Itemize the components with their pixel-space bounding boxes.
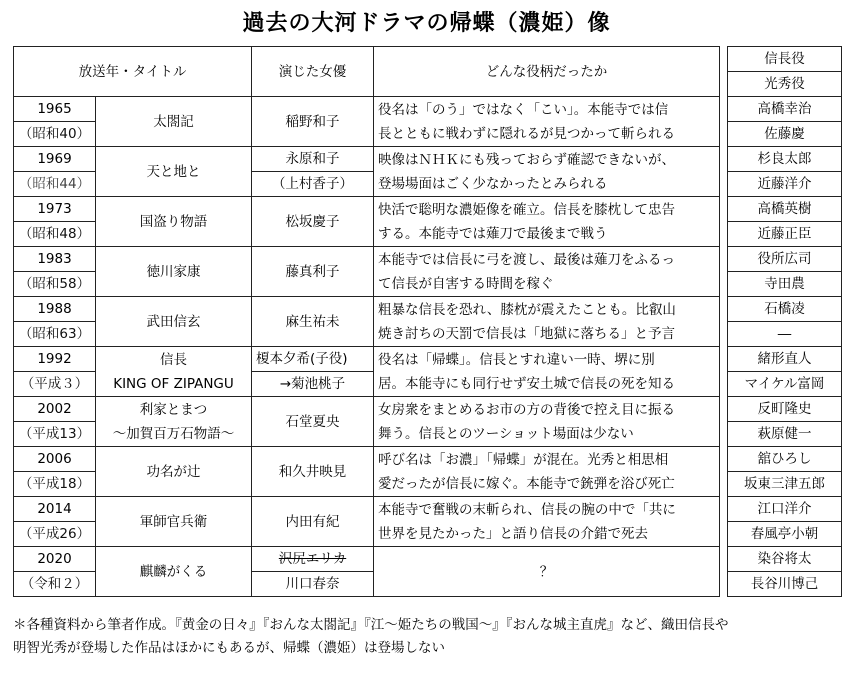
role-description-cell <box>374 497 720 547</box>
year-cell: 2014 <box>14 497 96 522</box>
role-description-line: 愛だったが信長に嫁ぐ。本能寺で銃弾を浴び死亡 <box>378 475 675 492</box>
drama-title: 軍師官兵衛 <box>139 513 208 530</box>
era-cell: （昭和63） <box>14 322 96 347</box>
actress-cell: 稲野和子 <box>252 97 374 147</box>
era-cell: （昭和48） <box>14 222 96 247</box>
taiga-drama-table <box>13 46 842 597</box>
mitsuhide-actor-cell: 春風亭小朝 <box>728 522 842 547</box>
role-description-line: 舞う。信長とのツーショット場面は少ない <box>378 425 634 442</box>
role-description-cell <box>374 347 720 397</box>
role-description-line: 女房衆をまとめるお市の方の背後で控え目に振る <box>378 401 676 418</box>
year-cell: 1973 <box>14 197 96 222</box>
actress-cell: 沢尻エリカ <box>252 547 374 572</box>
footnote-line-2: 明智光秀が登場した作品はほかにもあるが、帰蝶（濃姫）は登場しない <box>13 640 445 656</box>
year-cell: 1983 <box>14 247 96 272</box>
drama-title-cell <box>96 497 252 547</box>
year-cell: 1969 <box>14 147 96 172</box>
drama-title-cell <box>96 97 252 147</box>
role-description-line: 粗暴な信長を恐れ、膝枕が震えたことも。比叡山 <box>378 301 676 318</box>
table-row <box>14 397 842 422</box>
mitsuhide-actor-cell: ― <box>728 322 842 347</box>
header-role: どんな役柄だったか <box>374 47 720 97</box>
role-description-line: 役名は「のう」ではなく「こい」。本能寺では信 <box>378 101 669 118</box>
mitsuhide-actor-cell: 近藤正臣 <box>728 222 842 247</box>
table-row <box>14 447 842 472</box>
drama-title: 麒麟がくる <box>139 563 208 580</box>
mitsuhide-actor-cell: 近藤洋介 <box>728 172 842 197</box>
drama-title: 太閤記 <box>153 113 194 130</box>
table-row <box>14 247 842 272</box>
actress-cell: 石堂夏央 <box>252 397 374 447</box>
table-row <box>14 197 842 222</box>
actress-cell-secondary: →菊池桃子 <box>252 372 374 397</box>
table-row <box>14 347 842 372</box>
drama-subtitle: KING OF ZIPANGU <box>113 375 234 392</box>
nobunaga-actor-cell: 緒形直人 <box>728 347 842 372</box>
table-row <box>14 97 842 122</box>
drama-title: 功名が辻 <box>146 463 201 480</box>
era-cell: （平成18） <box>14 472 96 497</box>
mitsuhide-actor-cell: 萩原健一 <box>728 422 842 447</box>
table-row <box>14 147 842 172</box>
role-description-line: 本能寺では信長に弓を渡し、最後は薙刀をふるっ <box>378 251 676 268</box>
header-mitsuhide: 光秀役 <box>728 72 842 97</box>
header-actress: 演じた女優 <box>252 47 374 97</box>
table-row <box>14 497 842 522</box>
era-cell: （平成３） <box>14 372 96 397</box>
role-description-cell <box>374 97 720 147</box>
role-description-cell <box>374 447 720 497</box>
actress-cell: 榎本夕希(子役) <box>252 347 374 372</box>
header-row <box>14 47 842 72</box>
actress-cell: 和久井映見 <box>252 447 374 497</box>
mitsuhide-actor-cell: 寺田農 <box>728 272 842 297</box>
footnote <box>13 614 843 660</box>
nobunaga-actor-cell: 江口洋介 <box>728 497 842 522</box>
nobunaga-actor-cell: 石橋凌 <box>728 297 842 322</box>
role-description-line: 快活で聡明な濃姫像を確立。信長を膝枕して忠告 <box>378 201 676 218</box>
role-description-line: 呼び名は「お濃」「帰蝶」が混在。光秀と相思相 <box>378 451 669 468</box>
role-description-line: 本能寺で奮戦の末斬られ、信長の腕の中で「共に <box>378 501 676 518</box>
role-description-cell <box>374 197 720 247</box>
drama-title: 武田信玄 <box>146 313 201 330</box>
mitsuhide-actor-cell: 長谷川博己 <box>728 572 842 597</box>
actress-cell: 麻生祐未 <box>252 297 374 347</box>
role-description-line: する。本能寺では薙刀で最後まで戦う <box>378 225 608 242</box>
role-description-line: 映像はＮＨＫにも残っておらず確認できないが、 <box>378 151 676 168</box>
nobunaga-actor-cell: 杉良太郎 <box>728 147 842 172</box>
actress-cell-secondary: （上村香子） <box>252 172 374 197</box>
role-description-cell <box>374 547 720 597</box>
nobunaga-actor-cell: 反町隆史 <box>728 397 842 422</box>
drama-title-cell <box>96 397 252 447</box>
page-title: 過去の大河ドラマの帰蝶（濃姫）像 <box>242 11 611 36</box>
actress-cell: 藤真利子 <box>252 247 374 297</box>
drama-title: 利家とまつ <box>139 401 208 418</box>
drama-title-cell <box>96 297 252 347</box>
nobunaga-actor-cell: 染谷将太 <box>728 547 842 572</box>
role-description-line: 長とともに戦わずに隠れるが見つかって斬られる <box>378 125 676 142</box>
role-description-line: ？ <box>539 563 554 580</box>
era-cell: （昭和58） <box>14 272 96 297</box>
year-cell: 1992 <box>14 347 96 372</box>
drama-title: 徳川家康 <box>146 263 201 280</box>
header-nobunaga: 信長役 <box>728 47 842 72</box>
role-description-cell <box>374 397 720 447</box>
actress-cell: 内田有紀 <box>252 497 374 547</box>
drama-title: 信長 <box>160 351 187 368</box>
mitsuhide-actor-cell: マイケル富岡 <box>728 372 842 397</box>
nobunaga-actor-cell: 高橋幸治 <box>728 97 842 122</box>
role-description-line: 焼き討ちの天罰で信長は「地獄に落ちる」と予言 <box>378 325 676 342</box>
role-description-cell <box>374 147 720 197</box>
era-cell: （令和２） <box>14 572 96 597</box>
drama-subtitle: ～加賀百万石物語～ <box>112 425 235 442</box>
drama-title-cell <box>96 247 252 297</box>
year-cell: 2020 <box>14 547 96 572</box>
mitsuhide-actor-cell: 坂東三津五郎 <box>728 472 842 497</box>
drama-title-cell <box>96 347 252 397</box>
era-cell: （昭和40） <box>14 122 96 147</box>
nobunaga-actor-cell: 高橋英樹 <box>728 197 842 222</box>
drama-title: 天と地と <box>146 163 201 180</box>
year-cell: 2002 <box>14 397 96 422</box>
footnote-line-1: ＊各種資料から筆者作成。『黄金の日々』『おんな太閤記』『江～姫たちの戦国～』『おんな城主直虎』など、織田信長や <box>13 617 729 633</box>
year-cell: 1988 <box>14 297 96 322</box>
era-cell: （平成26） <box>14 522 96 547</box>
header-broadcast: 放送年・タイトル <box>14 47 252 97</box>
table-row <box>14 547 842 572</box>
mitsuhide-actor-cell: 佐藤慶 <box>728 122 842 147</box>
actress-cell: 松坂慶子 <box>252 197 374 247</box>
role-description-line: 役名は「帰蝶」。信長とすれ違い一時、堺に別 <box>378 351 655 368</box>
drama-title-cell <box>96 197 252 247</box>
role-description-line: て信長が自害する時間を稼ぐ <box>378 275 554 292</box>
nobunaga-actor-cell: 舘ひろし <box>728 447 842 472</box>
year-cell: 2006 <box>14 447 96 472</box>
actress-cell: 永原和子 <box>252 147 374 172</box>
drama-title-cell <box>96 147 252 197</box>
era-cell: （平成13） <box>14 422 96 447</box>
actress-cell-secondary: 川口春奈 <box>252 572 374 597</box>
drama-title: 国盗り物語 <box>139 213 208 230</box>
role-description-cell <box>374 247 720 297</box>
era-cell: （昭和44） <box>14 172 96 197</box>
year-cell: 1965 <box>14 97 96 122</box>
role-description-line: 登場場面はごく少なかったとみられる <box>378 175 608 192</box>
role-description-cell <box>374 297 720 347</box>
nobunaga-actor-cell: 役所広司 <box>728 247 842 272</box>
table-row <box>14 297 842 322</box>
drama-title-cell <box>96 547 252 597</box>
role-description-line: 世界を見たかった」と語り信長の介錯で死去 <box>378 525 649 542</box>
role-description-line: 居。本能寺にも同行せず安土城で信長の死を知る <box>378 375 676 392</box>
drama-title-cell <box>96 447 252 497</box>
